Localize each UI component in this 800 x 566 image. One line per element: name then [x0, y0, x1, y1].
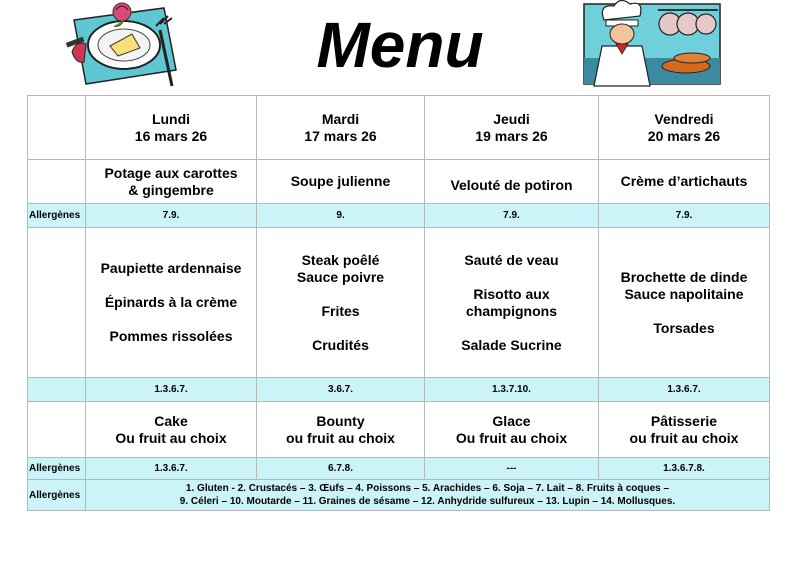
- main-dish: Sauté de veau: [464, 251, 559, 268]
- day-header-jeudi: [425, 96, 599, 160]
- side-dish: Crudités: [312, 336, 369, 353]
- side-dish: Salade Sucrine: [461, 336, 562, 353]
- allergen-codes: 3.6.7.: [257, 378, 425, 402]
- starter-cell: [257, 160, 425, 204]
- day-name: Lundi: [151, 110, 191, 127]
- dinner-plate-icon: [64, 0, 184, 90]
- allergen-legend-line: 1. Gluten - 2. Crustacés – 3. Œufs – 4. Poissons – 5. Arachides – 6. Soja – 7. Lait – 8. Fruits à coques –: [185, 483, 670, 494]
- starter-row: [28, 160, 770, 204]
- day-date: 20 mars 26: [647, 127, 721, 144]
- starter-line: & gingembre: [128, 181, 214, 198]
- side-dish: Épinards à la crème: [104, 294, 238, 310]
- main-cell: [86, 228, 257, 378]
- side-dish: Torsades: [653, 319, 715, 336]
- menu-table: [27, 95, 770, 511]
- allergen-codes: 7.9.: [425, 204, 599, 228]
- side-dish: champignons: [465, 302, 557, 319]
- allergen-codes: 7.9.: [86, 204, 257, 228]
- allergen-codes: 1.3.6.7.: [599, 378, 770, 402]
- allergen-label: Allergènes: [28, 458, 86, 480]
- main-sauce: Sauce poivre: [296, 268, 385, 285]
- allergen-legend-line: 9. Céleri – 10. Moutarde – 11. Graines de sésame – 12. Anhydride sulfureux – 13. Lupin – 14. Mollusques.: [179, 496, 676, 507]
- allergen-label: Allergènes: [28, 480, 86, 511]
- dessert-allergen-row: [28, 458, 770, 480]
- day-header-mardi: [257, 96, 425, 160]
- allergen-codes: 1.3.6.7.8.: [599, 458, 770, 480]
- allergen-codes: 9.: [257, 204, 425, 228]
- day-header-vendredi: [599, 96, 770, 160]
- dessert-line: Ou fruit au choix: [455, 429, 568, 446]
- main-cell: [257, 228, 425, 378]
- starter-allergen-row: [28, 204, 770, 228]
- main-cell: [599, 228, 770, 378]
- dessert-cell: [257, 402, 425, 458]
- dessert-line: Bounty: [316, 412, 365, 429]
- dessert-line: Ou fruit au choix: [115, 429, 227, 446]
- starter-line: Crème d’artichauts: [620, 173, 748, 189]
- allergen-codes: 1.3.6.7.: [86, 378, 257, 402]
- dessert-line: Pâtisserie: [650, 412, 718, 429]
- allergen-codes: 7.9.: [599, 204, 770, 228]
- allergen-legend: [86, 480, 770, 511]
- corner-cell: [28, 96, 86, 160]
- day-date: 17 mars 26: [304, 127, 377, 144]
- row-label: [28, 228, 86, 378]
- allergen-codes: 6.7.8.: [257, 458, 425, 480]
- allergen-codes: 1.3.7.10.: [425, 378, 599, 402]
- dessert-cell: [86, 402, 257, 458]
- allergen-codes: ---: [425, 458, 599, 480]
- header-row: [28, 96, 770, 160]
- main-row: [28, 228, 770, 378]
- starter-line: Potage aux carottes: [104, 164, 238, 181]
- dessert-line: ou fruit au choix: [629, 429, 739, 446]
- starter-cell: [599, 160, 770, 204]
- dessert-row: [28, 402, 770, 458]
- day-date: 16 mars 26: [134, 127, 208, 144]
- allergen-codes: 1.3.6.7.: [86, 458, 257, 480]
- dessert-line: ou fruit au choix: [286, 429, 395, 446]
- day-header-lundi: [86, 96, 257, 160]
- allergen-label: Allergènes: [28, 204, 86, 228]
- main-dish: Paupiette ardennaise: [100, 260, 242, 276]
- side-dish: Frites: [321, 302, 360, 319]
- day-name: Jeudi: [493, 110, 530, 127]
- day-date: 19 mars 26: [475, 127, 548, 144]
- starter-line: Velouté de potiron: [450, 177, 573, 193]
- row-label: [28, 160, 86, 204]
- dessert-line: Glace: [492, 412, 531, 429]
- dessert-cell: [425, 402, 599, 458]
- side-dish: Pommes rissolées: [109, 328, 233, 344]
- starter-cell: [425, 160, 599, 204]
- starter-cell: [86, 160, 257, 204]
- side-dish: Risotto aux: [473, 285, 550, 302]
- dessert-cell: [599, 402, 770, 458]
- main-dish: Steak poêlé: [301, 251, 380, 268]
- main-cell: [425, 228, 599, 378]
- dessert-line: Cake: [154, 412, 188, 429]
- allergen-legend-row: [28, 480, 770, 511]
- row-label: [28, 378, 86, 402]
- chef-cooking-icon: [582, 0, 722, 88]
- starter-line: Soupe julienne: [290, 173, 391, 189]
- page-title: Menu: [316, 9, 484, 81]
- main-sauce: Sauce napolitaine: [624, 285, 744, 302]
- row-label: [28, 402, 86, 458]
- day-name: Mardi: [321, 110, 360, 127]
- main-allergen-row: [28, 378, 770, 402]
- main-dish: Brochette de dinde: [620, 268, 748, 285]
- day-name: Vendredi: [654, 110, 714, 127]
